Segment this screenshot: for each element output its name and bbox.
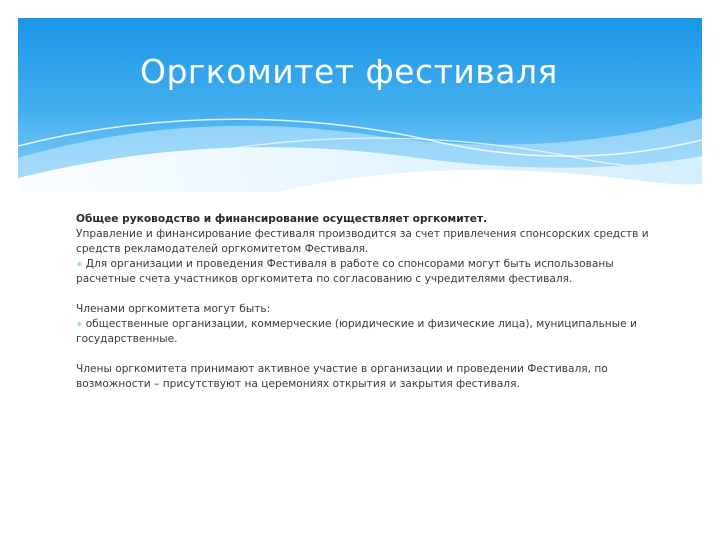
- header-banner: [18, 18, 702, 192]
- management-paragraph: Управление и финансирование фестиваля производится за счет привлечения спонсорских средств и средств рекламодателей оргкомитетом Фестиваля.: [76, 228, 649, 255]
- intro-statement: Общее руководство и финансирование осуществляет оргкомитет.: [76, 213, 488, 225]
- slide-title: Оргкомитет фестиваля: [140, 52, 558, 91]
- bullet-star-icon: ✳: [76, 260, 83, 269]
- bullet-text-members: общественные организации, коммерческие (юридические и физические лица), муниципальные и государственные.: [76, 318, 637, 345]
- bullet-item-sponsors: [76, 257, 656, 287]
- slide-body: [76, 212, 656, 392]
- bullet-item-members: [76, 317, 656, 347]
- bullet-star-icon: ✳: [76, 320, 83, 329]
- bullet-text-sponsors: Для организации и проведения Фестиваля в работе со спонсорами могут быть использованы расчетные счета участников оргкомитета по согласованию с учредителями фестиваля.: [76, 258, 614, 285]
- participation-paragraph: Члены оргкомитета принимают активное участие в организации и проведении Фестиваля, по возможности – присутствуют на церемониях открытия и закрытия фестиваля.: [76, 363, 608, 390]
- wave-banner-graphic: [18, 18, 702, 192]
- members-heading: Членами оргкомитета могут быть:: [76, 303, 271, 315]
